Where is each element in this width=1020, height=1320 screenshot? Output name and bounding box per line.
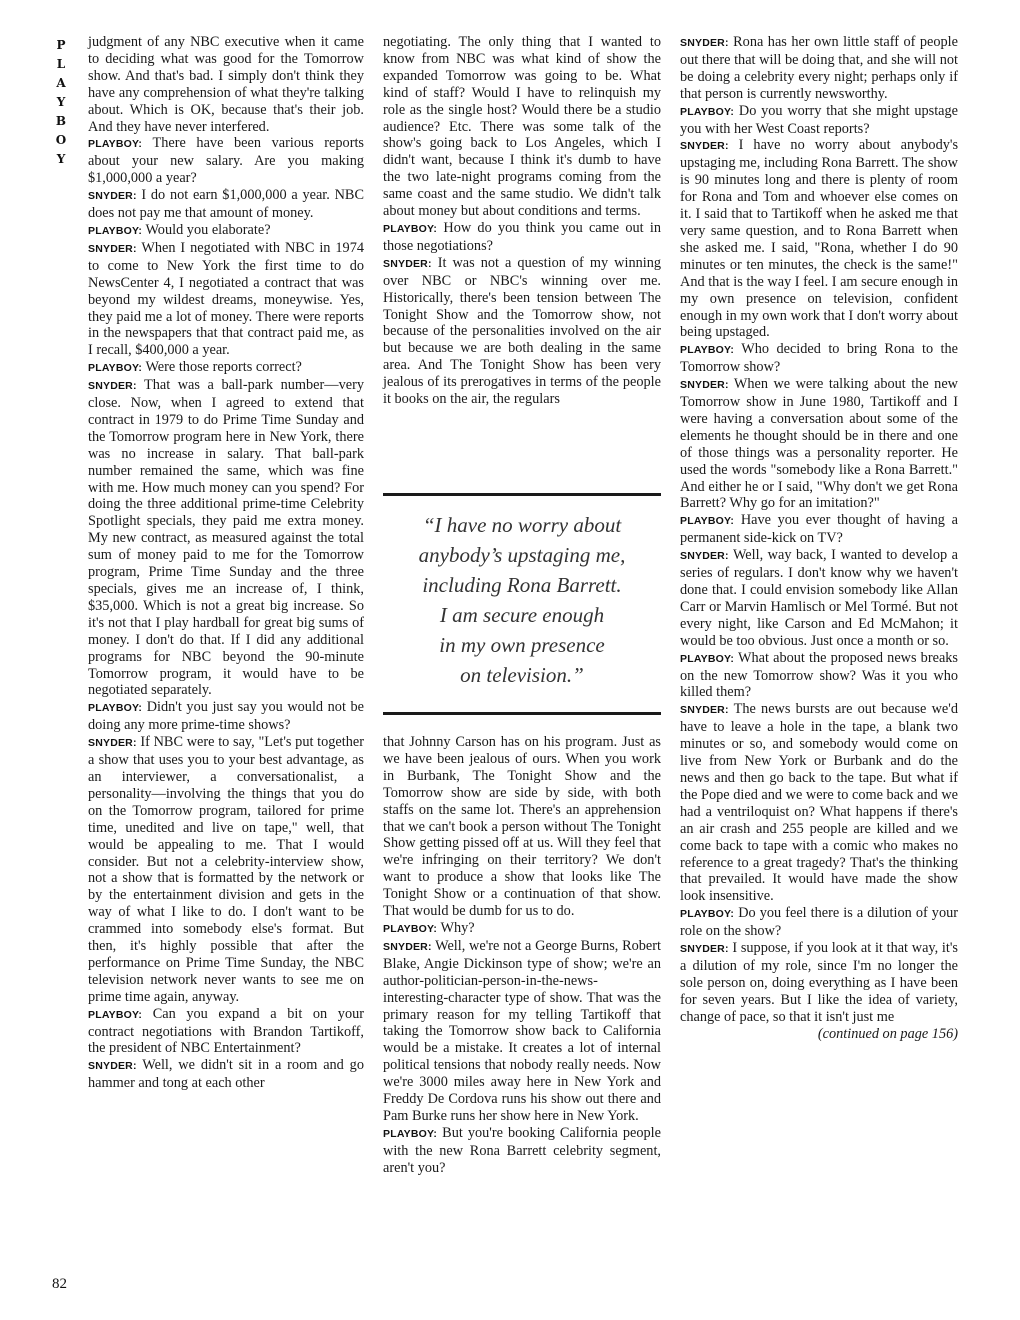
paragraph-text: Do you worry that she might upstage you with her West Coast reports? bbox=[680, 102, 958, 137]
paragraph-text: It was not a question of my winning over NBC or NBC's winning over me. Historically, there's been tension between The Tonight Show and the Tomorrow show, not because of the personalities involved on the air but because we are both dealing in the same area. And The Tonight Show has been very jealous of its prerogatives in terms of the people it books on the air, the regulars bbox=[383, 254, 662, 408]
speaker-label-playboy: PLAYBOY: bbox=[88, 362, 143, 375]
logo-letter: Y bbox=[56, 152, 66, 166]
text-column-2-top bbox=[383, 34, 661, 408]
speaker-label-snyder: SNYDER: bbox=[88, 242, 137, 255]
paragraph-text: I suppose, if you look at it that way, it's a dilution of my role, since I'm no longer the sole person on, doing everything as I have been for seven years. But I like the idea of variety, change of pace, so that it isn't just me bbox=[680, 940, 958, 1025]
speaker-label-snyder: SNYDER: bbox=[680, 704, 729, 717]
logo-letter: L bbox=[56, 57, 66, 71]
question bbox=[88, 135, 364, 187]
playboy-vertical-logo bbox=[52, 36, 70, 169]
paragraph-text: Rona has her own little staff of people out there that will be doing that, and she will not be doing a celebrity every night; perhaps only if that person is currently newsworthy. bbox=[680, 34, 958, 102]
paragraph-text: that Johnny Carson has on his program. Just as we have been jealous of ours. When you work in Burbank, The Tonight Show and the Tomorrow show are side by side, with both staffs on the same lot. There's an apprehension that we can't book a person without The Tonight Show getting pissed off at us. Will they feel that we're infringing on their territory? We don't want to produce a show that looks like The Tonight Show or a continuation of that show. That would be dumb for us to do. bbox=[383, 734, 661, 920]
paragraph-text: If NBC were to say, "Let's put together a show that uses you to your best advantage, as an interviewer, a conversationalist, a personality—involving the things that you do on the Tomorrow program, tailored for prime time, unedited and live on tape," well, that would be appealing to me. That I would consider. But not a celebrity-interview show, not a show that is formatted by the network or by the entertainment division and gets in the way of what I like to do. I don't want to be crammed into somebody else's format. But then, it's highly possible that after the performance on Prime Time Sunday, the NBC television network never wants to see me on prime time again, anyway. bbox=[88, 734, 364, 1005]
paragraph-text: Well, we're not a George Burns, Robert Blake, Angie Dickinson type of show; we're an author-politician-person-in-the-news-interesting-character type of show. That was the primary reason for my telling Tartikoff that taking the Tomorrow show back to California would be a mistake. It creates a lot of internal political tensions that nobody really needs. Now we're 3000 miles away here in New York and Freddy De Cordova runs his show out there and Pam Burke runs her show here in New York. bbox=[383, 937, 661, 1124]
speaker-label-playboy: PLAYBOY: bbox=[383, 922, 438, 935]
paragraph-text: Well, way back, I wanted to develop a series of regulars. I don't know why we haven't done that. I could envision somebody like Allan Carr or Marvin Hamlisch or Mel Tormé. But not every night, like Carson and Ed McMahon; it would be too obvious. Just once a month or so. bbox=[680, 547, 958, 649]
paragraph-text: When we were talking about the new Tomorrow show in June 1980, Tartikoff and I were having a conversation about some of the elements he thought should be in there and one of those things was a personality reporter. He used the words "somebody like a Rona Barrett." And either he or I said, "Why don't we get Rona Barrett? Why go for an imitation?" bbox=[680, 376, 958, 512]
speaker-label-snyder: SNYDER: bbox=[88, 1060, 137, 1073]
paragraph-text: What about the proposed news breaks on the new Tomorrow show? Was it you who killed them? bbox=[680, 649, 958, 701]
answer bbox=[88, 240, 364, 359]
text-column-3 bbox=[680, 34, 958, 1042]
answer bbox=[88, 734, 364, 1006]
speaker-label-playboy: PLAYBOY: bbox=[680, 515, 735, 528]
logo-letter: A bbox=[56, 76, 66, 90]
pull-quote-line: on television.” bbox=[460, 663, 584, 687]
paragraph-text: The news bursts are out because we'd have to leave a hole in the tape, a blank two minutes or so, and somebody would come on live from New York or Burbank and do the news and then go back to the tape. But what if the Pope died and we were to come back and we had a ventriloquist on? What happens if there's an air crash and 255 people are killed and we come back to tape with a comic who makes no reference to a great tragedy? That's the thinking that prevailed. It would have made the show look insensitive. bbox=[680, 701, 958, 905]
speaker-label-playboy: PLAYBOY: bbox=[383, 1127, 438, 1140]
speaker-label-snyder: SNYDER: bbox=[680, 37, 729, 49]
paragraph-text: How do you think you came out in those negotiations? bbox=[383, 219, 661, 254]
answer bbox=[88, 1057, 364, 1092]
speaker-label-playboy: PLAYBOY: bbox=[680, 105, 735, 118]
answer bbox=[680, 137, 958, 341]
pull-quote-line: in my own presence bbox=[439, 633, 605, 657]
answer bbox=[680, 940, 958, 1026]
paragraph-text: But you're booking California people with the new Rona Barrett celebrity segment, aren't you? bbox=[383, 1124, 661, 1176]
paragraph-text: Have you ever thought of having a permanent side-kick on TV? bbox=[680, 512, 958, 547]
speaker-label-snyder: SNYDER: bbox=[383, 940, 432, 953]
paragraph bbox=[88, 34, 364, 135]
answer bbox=[680, 701, 958, 905]
question bbox=[88, 222, 364, 240]
question bbox=[88, 1006, 364, 1058]
paragraph-text: Who decided to bring Rona to the Tomorrow show? bbox=[680, 341, 958, 376]
speaker-label-snyder: SNYDER: bbox=[680, 943, 729, 956]
answer bbox=[680, 547, 958, 649]
paragraph-text: I do not earn $1,000,000 a year. NBC does not pay me that amount of money. bbox=[88, 187, 364, 222]
logo-letter: B bbox=[55, 114, 67, 128]
speaker-label-snyder: SNYDER: bbox=[680, 140, 729, 153]
speaker-label-playboy: PLAYBOY: bbox=[680, 652, 735, 665]
paragraph-text: Can you expand a bit on your contract negotiations with Brandon Tartikoff, the president of NBC Entertainment? bbox=[88, 1005, 365, 1057]
paragraph-text: When I negotiated with NBC in 1974 to come to New York the first time to do NewsCenter 4, I negotiated a contract that was beyond my wildest dreams, moneywise. Yes, they paid me a lot of money. There were reports in the newspapers that that contract paid me, as I recall, $400,000 a year. bbox=[88, 239, 364, 359]
text-column-2-bottom bbox=[383, 734, 661, 1177]
answer bbox=[680, 34, 958, 103]
paragraph-text: judgment of any NBC executive when it came to deciding what was good for the Tomorrow show. And that's bad. I simply don't think they have any comprehension of what they're talking about. Which is OK, because that's their job. And they have never interfered. bbox=[88, 34, 364, 135]
question bbox=[88, 359, 364, 377]
speaker-label-playboy: PLAYBOY: bbox=[88, 138, 143, 151]
logo-letter: O bbox=[55, 133, 67, 147]
logo-letter: Y bbox=[56, 95, 66, 109]
answer bbox=[88, 187, 364, 222]
paragraph-text: Were those reports correct? bbox=[145, 359, 302, 376]
paragraph-text: That was a ball-park number—very close. Now, when I agreed to extend that contract in 1979 to do Prime Time Sunday and the Tomorrow program here in New York, there was no increase in salary. That ball-park number remained the same, which was fine with me. How much money can you spend? For doing the three additional prime-time Celebrity Spotlight specials, they paid me extra money. My new contract, as measured against the total sum of money paid to me for the Tomorrow program, Prime Time Sunday and the three specials, gives me an increase of, I think, $35,000. Which is not a great big increase. So it's not that I play hardball for great big sums of money. I don't do that. If I did any additional programs for NBC beyond the 90-minute Tomorrow program, it would have to be negotiated separately. bbox=[88, 377, 364, 699]
question bbox=[680, 905, 958, 940]
paragraph-text: Do you feel there is a dilution of your role on the show? bbox=[680, 905, 958, 940]
page-number: 82 bbox=[52, 1276, 67, 1292]
paragraph-text: I have no worry about anybody's upstaging me, including Rona Barrett. The show is 90 minutes long and there is plenty of room for Rona and Tom and whoever else comes on it. I said that to Tartikoff when he asked me that very same question, and to Rona Barrett when she asked me. I said, "Rona, whether I do 90 minutes or ten minutes, the check is the same!" And that is the way I feel. I am secure enough in my own presence on television, confident enough in my own work that I don't worry about being upstaged. bbox=[680, 137, 959, 341]
speaker-label-snyder: SNYDER: bbox=[88, 380, 137, 393]
paragraph-text: Why? bbox=[440, 919, 475, 936]
paragraph-text: Would you elaborate? bbox=[145, 221, 271, 238]
logo-letter: P bbox=[56, 38, 66, 52]
question bbox=[383, 1125, 661, 1177]
speaker-label-playboy: PLAYBOY: bbox=[88, 702, 143, 715]
speaker-label-snyder: SNYDER: bbox=[383, 257, 432, 270]
pull-quote-line: “I have no worry about bbox=[422, 513, 622, 537]
question bbox=[680, 103, 958, 138]
speaker-label-playboy: PLAYBOY: bbox=[88, 224, 143, 237]
question bbox=[680, 341, 958, 376]
paragraph-text: negotiating. The only thing that I wanted to know from NBC was what kind of show the expanded Tomorrow was going to be. What kind of staff? Would I have to relinquish my role as the single host? Would there be a studio audience? Etc. There was some talk of the show's going back to Los Angeles, which I didn't want, because I think it's dumb to have the two late-night programs coming from the same coast and the same studio. We didn't talk about money but about conditions and terms. bbox=[383, 34, 661, 220]
paragraph-text: Well, we didn't sit in a room and go hammer and tong at each other bbox=[88, 1057, 364, 1092]
continued-note: (continued on page 156) bbox=[817, 1025, 958, 1042]
speaker-label-snyder: SNYDER: bbox=[680, 550, 729, 563]
pull-quote-line: including Rona Barrett. bbox=[422, 573, 622, 597]
text-column-1 bbox=[88, 34, 364, 1092]
speaker-label-snyder: SNYDER: bbox=[88, 737, 137, 750]
answer bbox=[680, 376, 958, 512]
pull-quote-line: anybody’s upstaging me, bbox=[418, 543, 626, 567]
speaker-label-playboy: PLAYBOY: bbox=[680, 344, 735, 357]
question bbox=[88, 699, 364, 734]
paragraph-text: There have been various reports about your new salary. Are you making $1,000,000 a year? bbox=[88, 135, 364, 187]
speaker-label-playboy: PLAYBOY: bbox=[383, 222, 438, 235]
question bbox=[383, 920, 661, 938]
answer bbox=[383, 255, 661, 408]
answer bbox=[383, 938, 661, 1125]
question bbox=[680, 650, 958, 702]
paragraph bbox=[383, 734, 661, 920]
pull-quote bbox=[383, 493, 661, 715]
pull-quote-line: I am secure enough bbox=[439, 603, 605, 627]
speaker-label-playboy: PLAYBOY: bbox=[680, 908, 735, 921]
answer bbox=[88, 377, 364, 699]
paragraph-text: Didn't you just say you would not be doing any more prime-time shows? bbox=[88, 699, 364, 734]
speaker-label-snyder: SNYDER: bbox=[88, 190, 137, 203]
speaker-label-snyder: SNYDER: bbox=[680, 379, 729, 392]
speaker-label-playboy: PLAYBOY: bbox=[88, 1008, 143, 1021]
question bbox=[383, 220, 661, 255]
paragraph bbox=[383, 34, 661, 220]
question bbox=[680, 512, 958, 547]
